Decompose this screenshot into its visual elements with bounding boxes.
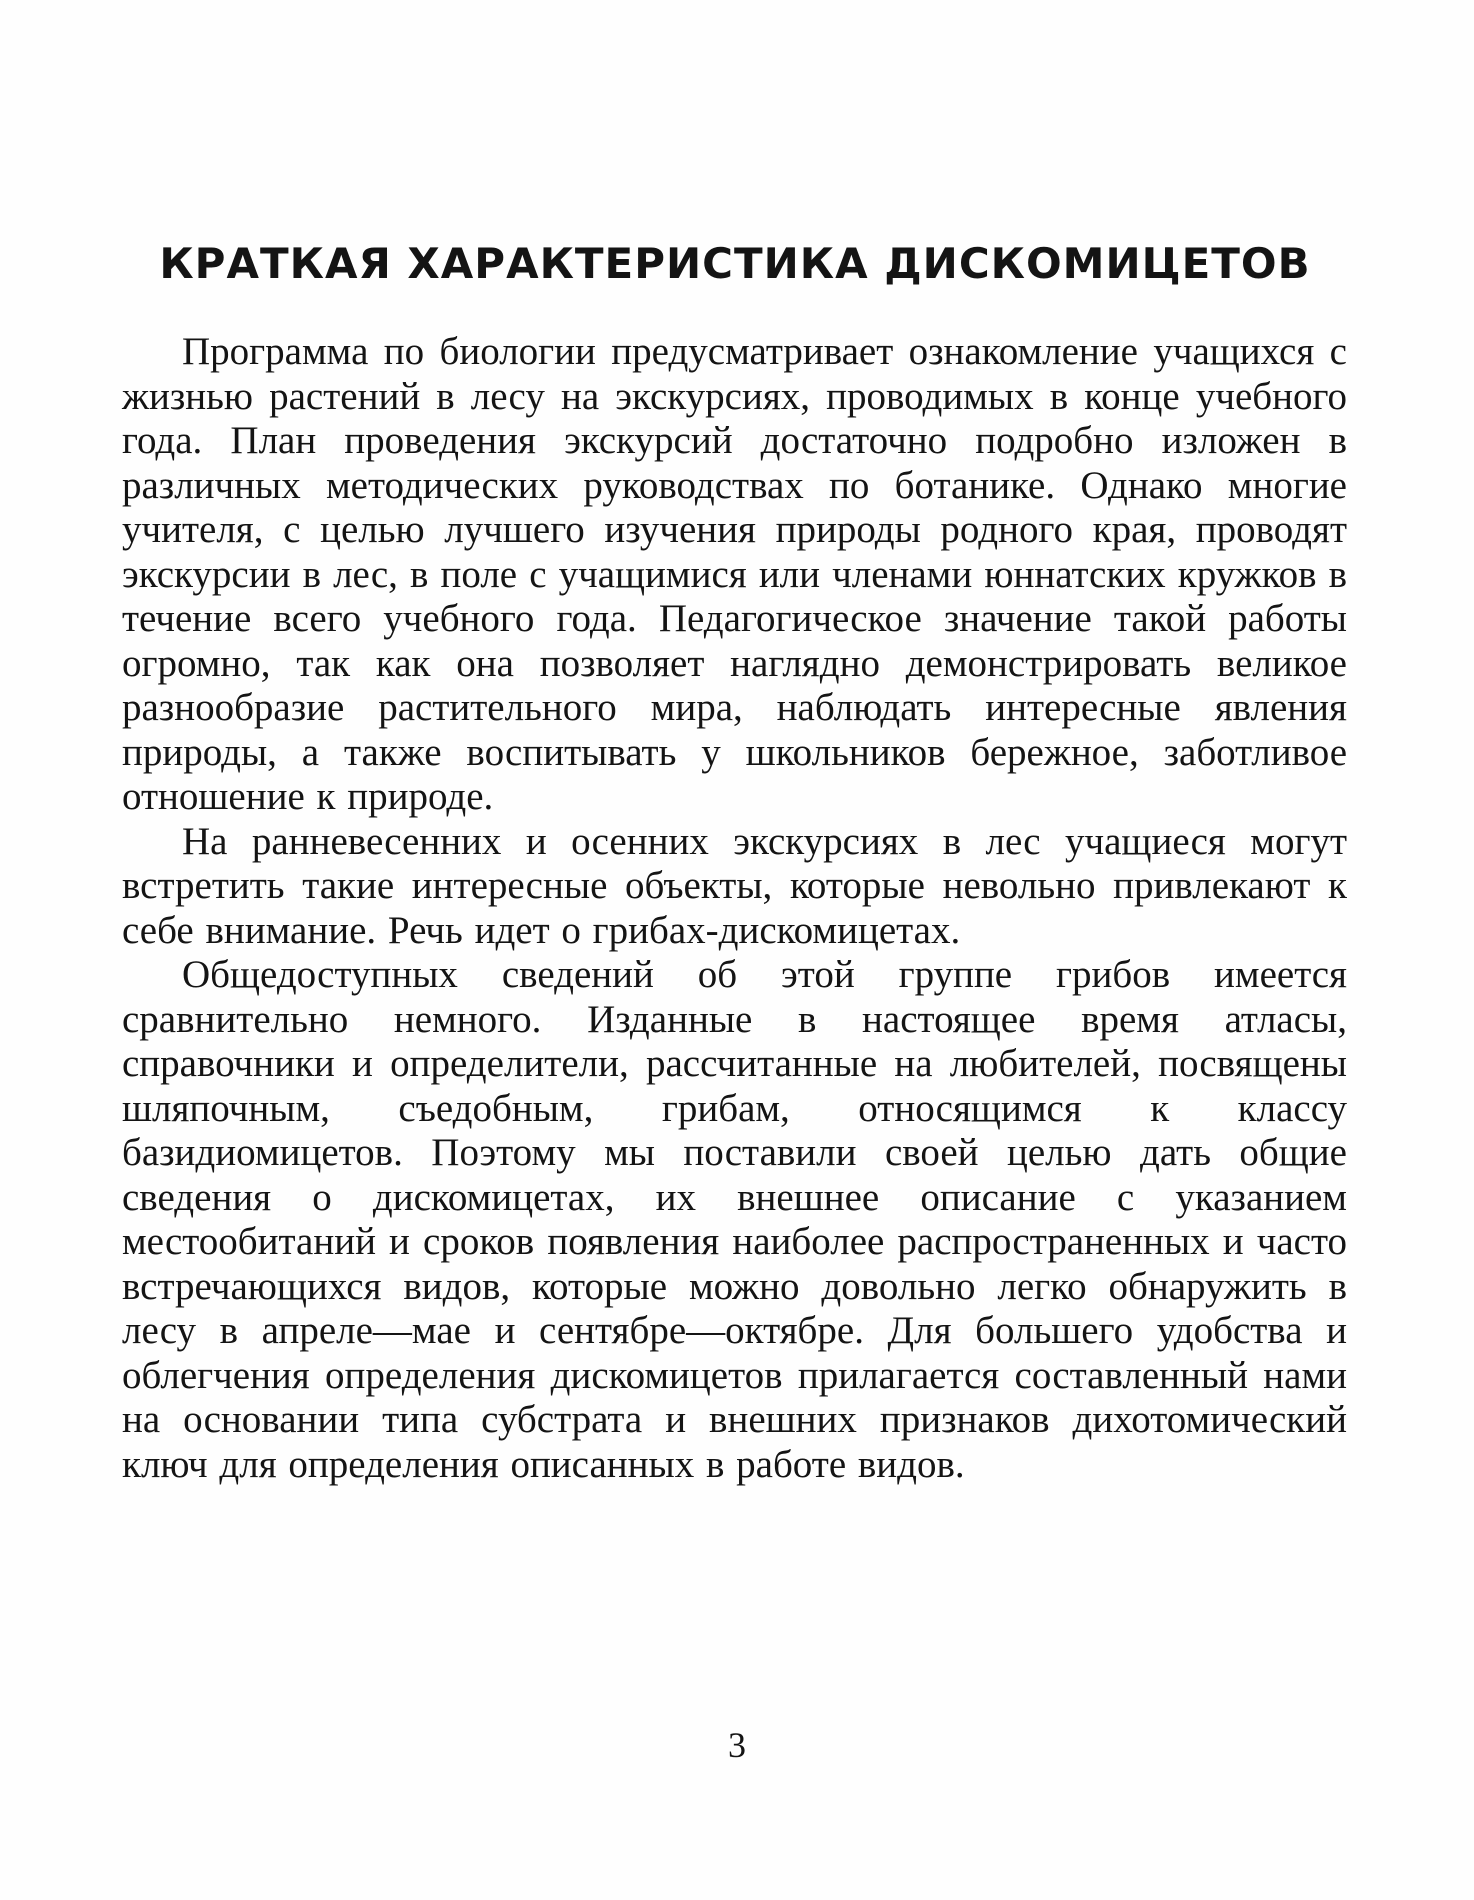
body-text xyxy=(122,330,1347,1487)
chapter-title: КРАТКАЯ ХАРАКТЕРИСТИКА ДИСКОМИЦЕТОВ xyxy=(159,239,1311,288)
paragraph-3: Общедоступных сведений об этой группе грибов имеется сравнительно немного. Изданные в настоящее время атласы, справочники и определители, рассчитанные на любителей, посвящены шляпочным, съедобным, грибам, относящимся к классу базидиомицетов. Поэтому мы поставили своей целью дать общие сведения о дискомицетах, их внешнее описание с указанием местообитаний и сроков появления наиболее распространенных и часто встречающихся видов, которые можно довольно легко обнаружить в лесу в апреле—мае и сентябре—октябре. Для большего удобства и облегчения определения дискомицетов прилагается составленный нами на основании типа субстрата и внешних признаков дихотомический ключ для определения описанных в работе видов. xyxy=(122,953,1347,1486)
paragraph-1: Программа по биологии предусматривает ознакомление учащихся с жизнью растений в лесу на экскурсиях, проводимых в конце учебного года. План проведения экскурсий достаточно подробно изложен в различных методических руководствах по ботанике. Однако многие учителя, с целью лучшего изучения природы родного края, проводят экскурсии в лес, в поле с учащимися или членами юннатских кружков в течение всего учебного года. Педагогическое значение такой работы огромно, так как она позволяет наглядно демонстрировать великое разнообразие растительного мира, наблюдать интересные явления природы, а также воспитывать у школьников бережное, заботливое отношение к природе. xyxy=(122,330,1347,818)
page-number: 3 xyxy=(728,1725,746,1765)
paragraph-2: На ранневесенних и осенних экскурсиях в лес учащиеся могут встретить такие интересные объекты, которые невольно привлекают к себе внимание. Речь идет о грибах-дискомицетах. xyxy=(122,819,1347,952)
